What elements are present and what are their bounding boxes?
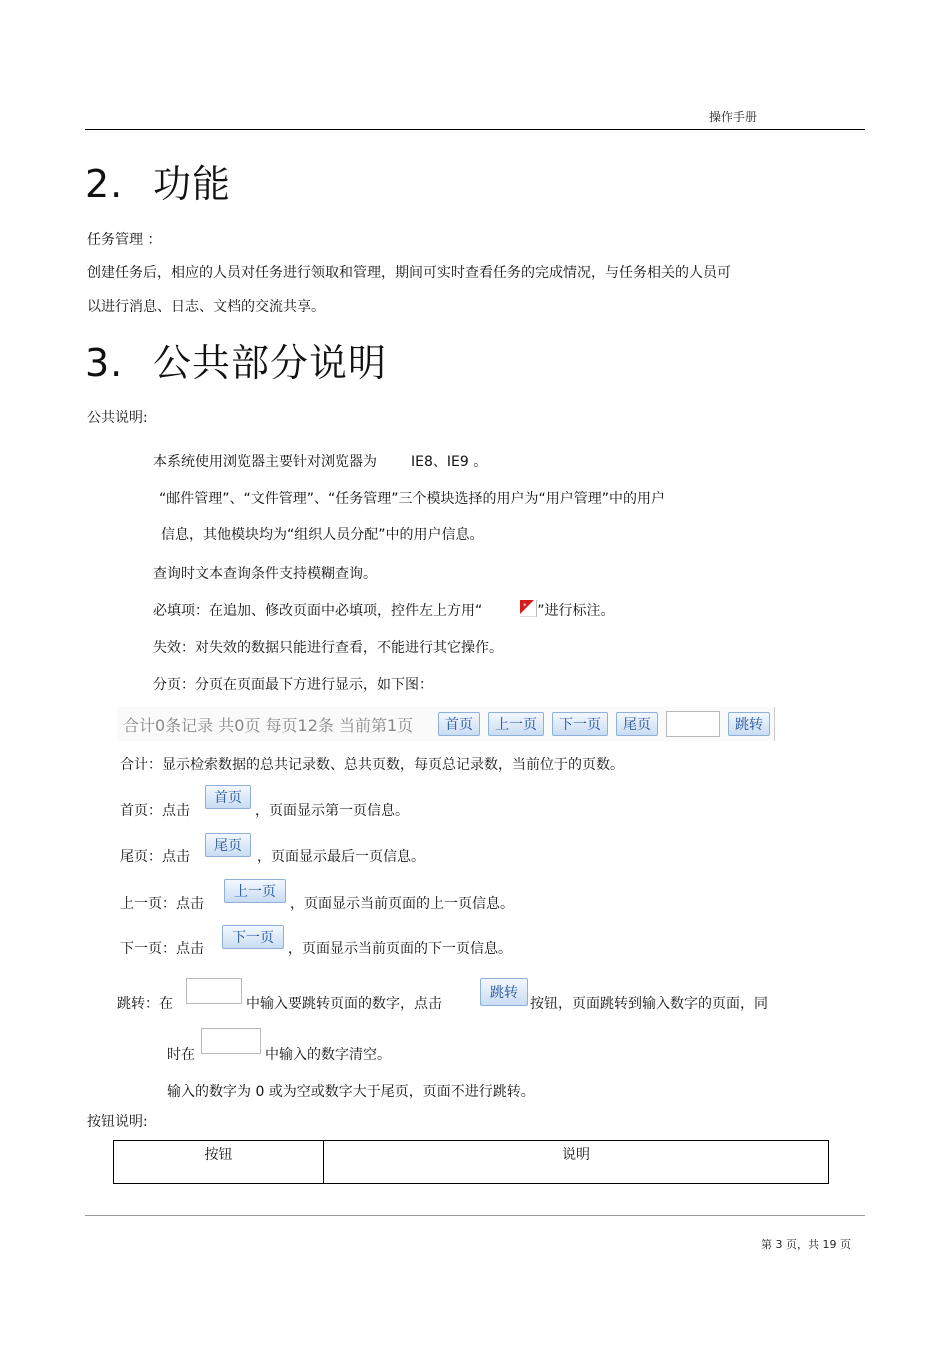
buttons-heading: 按钮说明: [87, 1114, 148, 1130]
required-field-note [153, 600, 615, 620]
browser-versions: IE8、IE9 。 [411, 454, 488, 470]
browser-note-text: 本系统使用浏览器主要针对浏览器为 [153, 454, 377, 470]
section-3-title: 公共部分说明 [153, 341, 388, 385]
header-rule [85, 129, 865, 130]
pager-next-button[interactable]: 下一页 [552, 712, 608, 736]
footer-rule [85, 1215, 865, 1216]
last-explanation-label: 尾页：点击 [120, 849, 190, 865]
last-button-sample: 尾页 [205, 833, 251, 857]
prev-explanation-text: ，页面显示当前页面的上一页信息。 [290, 896, 514, 912]
table-header-description: 说明 [562, 1147, 590, 1163]
pager-summary: 合计0条记录 共0页 每页12条 当前第1页 [123, 716, 414, 735]
browser-note [153, 451, 487, 471]
last-explanation-text: ，页面显示最后一页信息。 [257, 849, 425, 865]
pager-last-button[interactable]: 尾页 [616, 712, 658, 736]
jump-explanation-line2-label: 时在 [167, 1047, 195, 1063]
next-explanation-text: ，页面显示当前页面的下一页信息。 [288, 941, 512, 957]
fuzzy-query-note: 查询时文本查询条件支持模糊查询。 [153, 566, 377, 582]
section-2-paragraph-line1: 创建任务后，相应的人员对任务进行领取和管理，期间可实时查看任务的完成情况，与任务相关的人员可 [87, 265, 731, 281]
jump-explanation-line2-text: 中输入的数字清空。 [265, 1047, 391, 1063]
public-notes-subheading: 公共说明: [87, 410, 148, 426]
jump-input-sample-2 [201, 1028, 261, 1054]
svg-text:*: * [523, 602, 527, 610]
table-header-button: 按钮 [204, 1147, 233, 1163]
total-explanation: 合计：显示检索数据的总共记录数、总共页数，每页总记录数，当前位于的页数。 [120, 757, 624, 773]
prev-explanation-label: 上一页：点击 [120, 896, 204, 912]
section-2-heading [85, 153, 231, 208]
jump-explanation-label: 跳转：在 [117, 996, 173, 1012]
pager-bar [117, 707, 775, 741]
required-note-tail: ”进行标注。 [537, 603, 615, 619]
users-note-line2: 信息，其他模块均为“组织人员分配”中的用户信息。 [161, 527, 484, 543]
pager-jump-button[interactable]: 跳转 [728, 712, 770, 736]
section-3-heading [85, 332, 387, 387]
task-management-subheading: 任务管理 ： [87, 232, 162, 248]
jump-explanation-tail: 按钮，页面跳转到输入数字的页面，同 [530, 996, 768, 1012]
prev-button-sample: 上一页 [224, 879, 286, 903]
first-explanation-text: ，页面显示第一页信息。 [255, 803, 409, 819]
jump-explanation-mid: 中输入要跳转页面的数字，点击 [246, 996, 442, 1012]
buttons-table [113, 1140, 829, 1184]
pager-prev-button[interactable]: 上一页 [488, 712, 544, 736]
jump-input-sample [186, 978, 242, 1004]
section-2-number: 2. [85, 162, 124, 206]
next-button-sample: 下一页 [222, 925, 284, 949]
first-button-sample: 首页 [205, 785, 251, 809]
users-note-line1: “邮件管理”、“文件管理”、“任务管理”三个模块选择的用户为“用户管理”中的用户 [159, 491, 666, 507]
invalid-data-note: 失效：对失效的数据只能进行查看，不能进行其它操作。 [153, 640, 503, 656]
first-explanation-label: 首页：点击 [120, 803, 190, 819]
next-explanation-label: 下一页：点击 [120, 941, 204, 957]
pager-page-input[interactable] [666, 711, 720, 737]
section-2-title: 功能 [153, 162, 232, 206]
footer-page-number: 第 3 页，共 19 页 [761, 1238, 851, 1251]
pager-first-button[interactable]: 首页 [438, 712, 480, 736]
required-marker-icon [520, 600, 537, 617]
section-2-paragraph-line2: 以进行消息、日志、文档的交流共享。 [87, 299, 325, 315]
section-3-number: 3. [85, 341, 124, 385]
running-header: 操作手册 [709, 110, 758, 124]
paging-intro: 分页：分页在页面最下方进行显示，如下图： [153, 677, 433, 693]
jump-button-sample: 跳转 [480, 978, 528, 1006]
required-note-text: 必填项：在追加、修改页面中必填项，控件左上方用“ [153, 603, 483, 619]
jump-rule-note: 输入的数字为 0 或为空或数字大于尾页，页面不进行跳转。 [167, 1084, 535, 1100]
